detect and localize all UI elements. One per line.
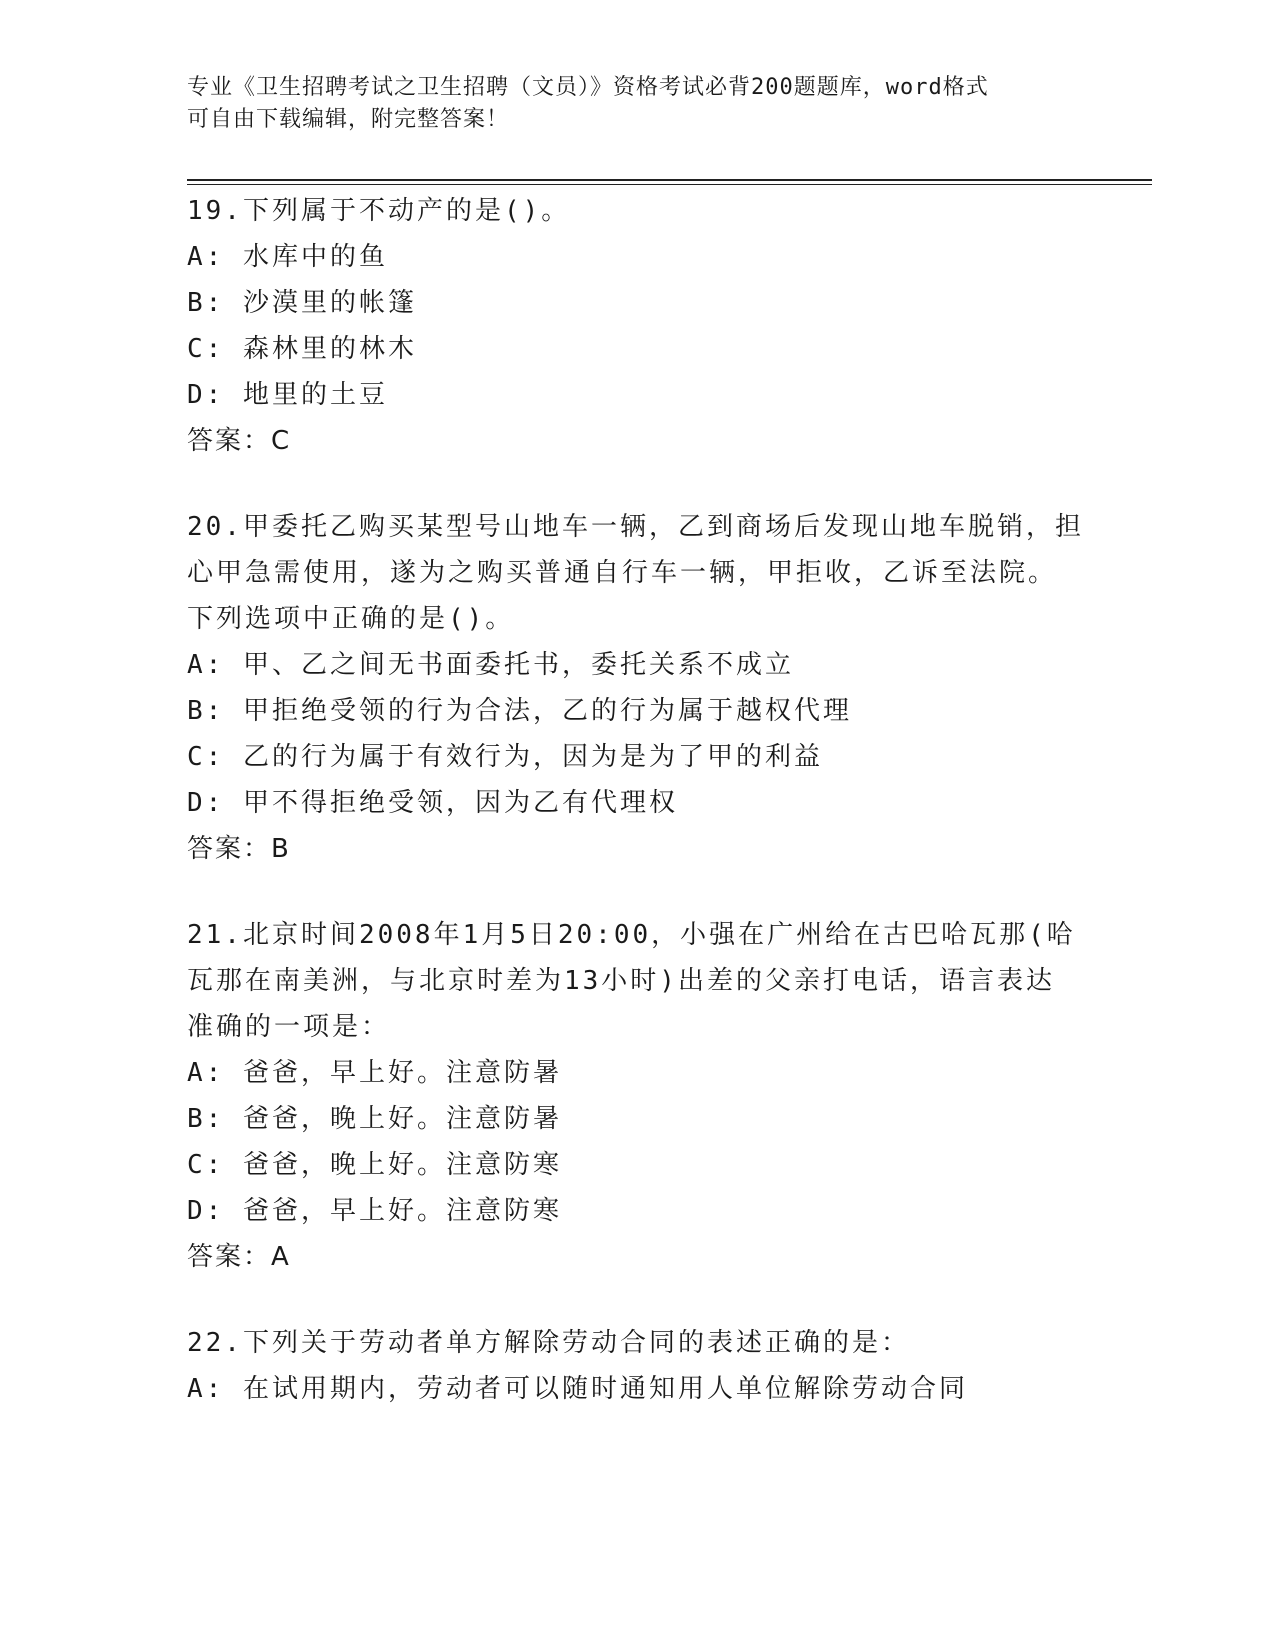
question-stem: 21.北京时间2008年1月5日20:00，小强在广州给在古巴哈瓦那(哈 [187,920,1076,950]
question-19 [187,188,1087,464]
answer: 答案：B [187,834,291,864]
option-a: A: 在试用期内，劳动者可以随时通知用人单位解除劳动合同 [187,1374,968,1404]
answer: 答案：A [187,1242,291,1272]
question-stem: 心甲急需使用，遂为之购买普通自行车一辆，甲拒收，乙诉至法院。 [187,558,1058,588]
question-list [187,188,1087,1412]
option-b: B: 甲拒绝受领的行为合法，乙的行为属于越权代理 [187,696,852,726]
option-d: D: 地里的土豆 [187,380,388,410]
header-divider [187,179,1152,181]
question-20 [187,504,1087,872]
option-c: C: 乙的行为属于有效行为，因为是为了甲的利益 [187,742,823,772]
option-a: A: 水库中的鱼 [187,242,388,272]
option-d: D: 爸爸，早上好。注意防寒 [187,1196,562,1226]
question-stem: 下列选项中正确的是()。 [187,604,515,634]
question-stem: 22.下列关于劳动者单方解除劳动合同的表述正确的是： [187,1328,910,1358]
option-c: C: 森林里的林木 [187,334,417,364]
header-line-2: 可自由下载编辑，附完整答案！ [187,107,510,132]
question-stem: 瓦那在南美洲，与北京时差为13小时)出差的父亲打电话，语言表达 [187,966,1055,996]
header-divider-thin [187,184,1152,185]
option-b: B: 爸爸，晚上好。注意防暑 [187,1104,562,1134]
header-line-1: 专业《卫生招聘考试之卫生招聘（文员）》资格考试必背200题题库，word格式 [187,75,989,100]
answer: 答案：C [187,426,292,456]
question-21 [187,912,1087,1280]
question-stem: 19.下列属于不动产的是()。 [187,196,571,226]
option-d: D: 甲不得拒绝受领，因为乙有代理权 [187,788,678,818]
question-stem: 20.甲委托乙购买某型号山地车一辆，乙到商场后发现山地车脱销，担 [187,512,1084,542]
document-header [187,72,1087,136]
option-a: A: 爸爸，早上好。注意防暑 [187,1058,562,1088]
option-c: C: 爸爸，晚上好。注意防寒 [187,1150,562,1180]
question-stem: 准确的一项是： [187,1012,391,1042]
option-b: B: 沙漠里的帐篷 [187,288,417,318]
question-22 [187,1320,1087,1412]
option-a: A: 甲、乙之间无书面委托书，委托关系不成立 [187,650,794,680]
